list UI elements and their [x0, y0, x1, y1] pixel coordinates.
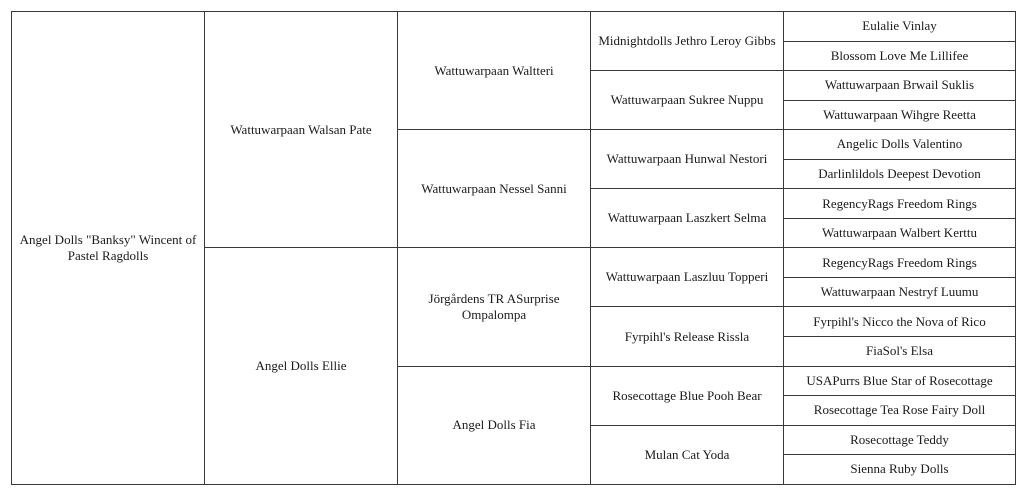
grandparent-cell: Angel Dolls Fia	[398, 366, 591, 484]
great-grandparent-cell: Mulan Cat Yoda	[591, 425, 784, 484]
table-row	[12, 12, 1016, 42]
sire-cell: Wattuwarpaan Walsan Pate	[205, 12, 398, 248]
great-great-grandparent-cell: FiaSol's Elsa	[784, 337, 1016, 367]
great-grandparent-cell: Wattuwarpaan Laszluu Topperi	[591, 248, 784, 307]
great-great-grandparent-cell: Wattuwarpaan Nestryf Luumu	[784, 277, 1016, 307]
great-grandparent-cell: Fyrpihl's Release Rissla	[591, 307, 784, 366]
dam-cell: Angel Dolls Ellie	[205, 248, 398, 484]
pedigree-table	[11, 11, 1016, 485]
great-grandparent-cell: Midnightdolls Jethro Leroy Gibbs	[591, 12, 784, 71]
great-great-grandparent-cell: Eulalie Vinlay	[784, 12, 1016, 42]
great-great-grandparent-cell: Darlinlildols Deepest Devotion	[784, 159, 1016, 189]
subject-cell: Angel Dolls "Banksy" Wincent of Pastel Ragdolls	[12, 12, 205, 485]
grandparent-cell: Wattuwarpaan Waltteri	[398, 12, 591, 130]
great-great-grandparent-cell: Rosecottage Tea Rose Fairy Doll	[784, 396, 1016, 426]
great-great-grandparent-cell: Rosecottage Teddy	[784, 425, 1016, 455]
great-great-grandparent-cell: Wattuwarpaan Walbert Kerttu	[784, 218, 1016, 248]
great-great-grandparent-cell: RegencyRags Freedom Rings	[784, 189, 1016, 219]
great-grandparent-cell: Wattuwarpaan Hunwal Nestori	[591, 130, 784, 189]
great-grandparent-cell: Wattuwarpaan Sukree Nuppu	[591, 71, 784, 130]
great-grandparent-cell: Wattuwarpaan Laszkert Selma	[591, 189, 784, 248]
great-great-grandparent-cell: Wattuwarpaan Brwail Suklis	[784, 71, 1016, 101]
great-great-grandparent-cell: Angelic Dolls Valentino	[784, 130, 1016, 160]
great-great-grandparent-cell: Sienna Ruby Dolls	[784, 455, 1016, 485]
great-great-grandparent-cell: Fyrpihl's Nicco the Nova of Rico	[784, 307, 1016, 337]
great-grandparent-cell: Rosecottage Blue Pooh Bear	[591, 366, 784, 425]
great-great-grandparent-cell: USAPurrs Blue Star of Rosecottage	[784, 366, 1016, 396]
great-great-grandparent-cell: RegencyRags Freedom Rings	[784, 248, 1016, 278]
grandparent-cell: Jörgårdens TR ASurprise Ompalompa	[398, 248, 591, 366]
grandparent-cell: Wattuwarpaan Nessel Sanni	[398, 130, 591, 248]
great-great-grandparent-cell: Blossom Love Me Lillifee	[784, 41, 1016, 71]
great-great-grandparent-cell: Wattuwarpaan Wihgre Reetta	[784, 100, 1016, 130]
